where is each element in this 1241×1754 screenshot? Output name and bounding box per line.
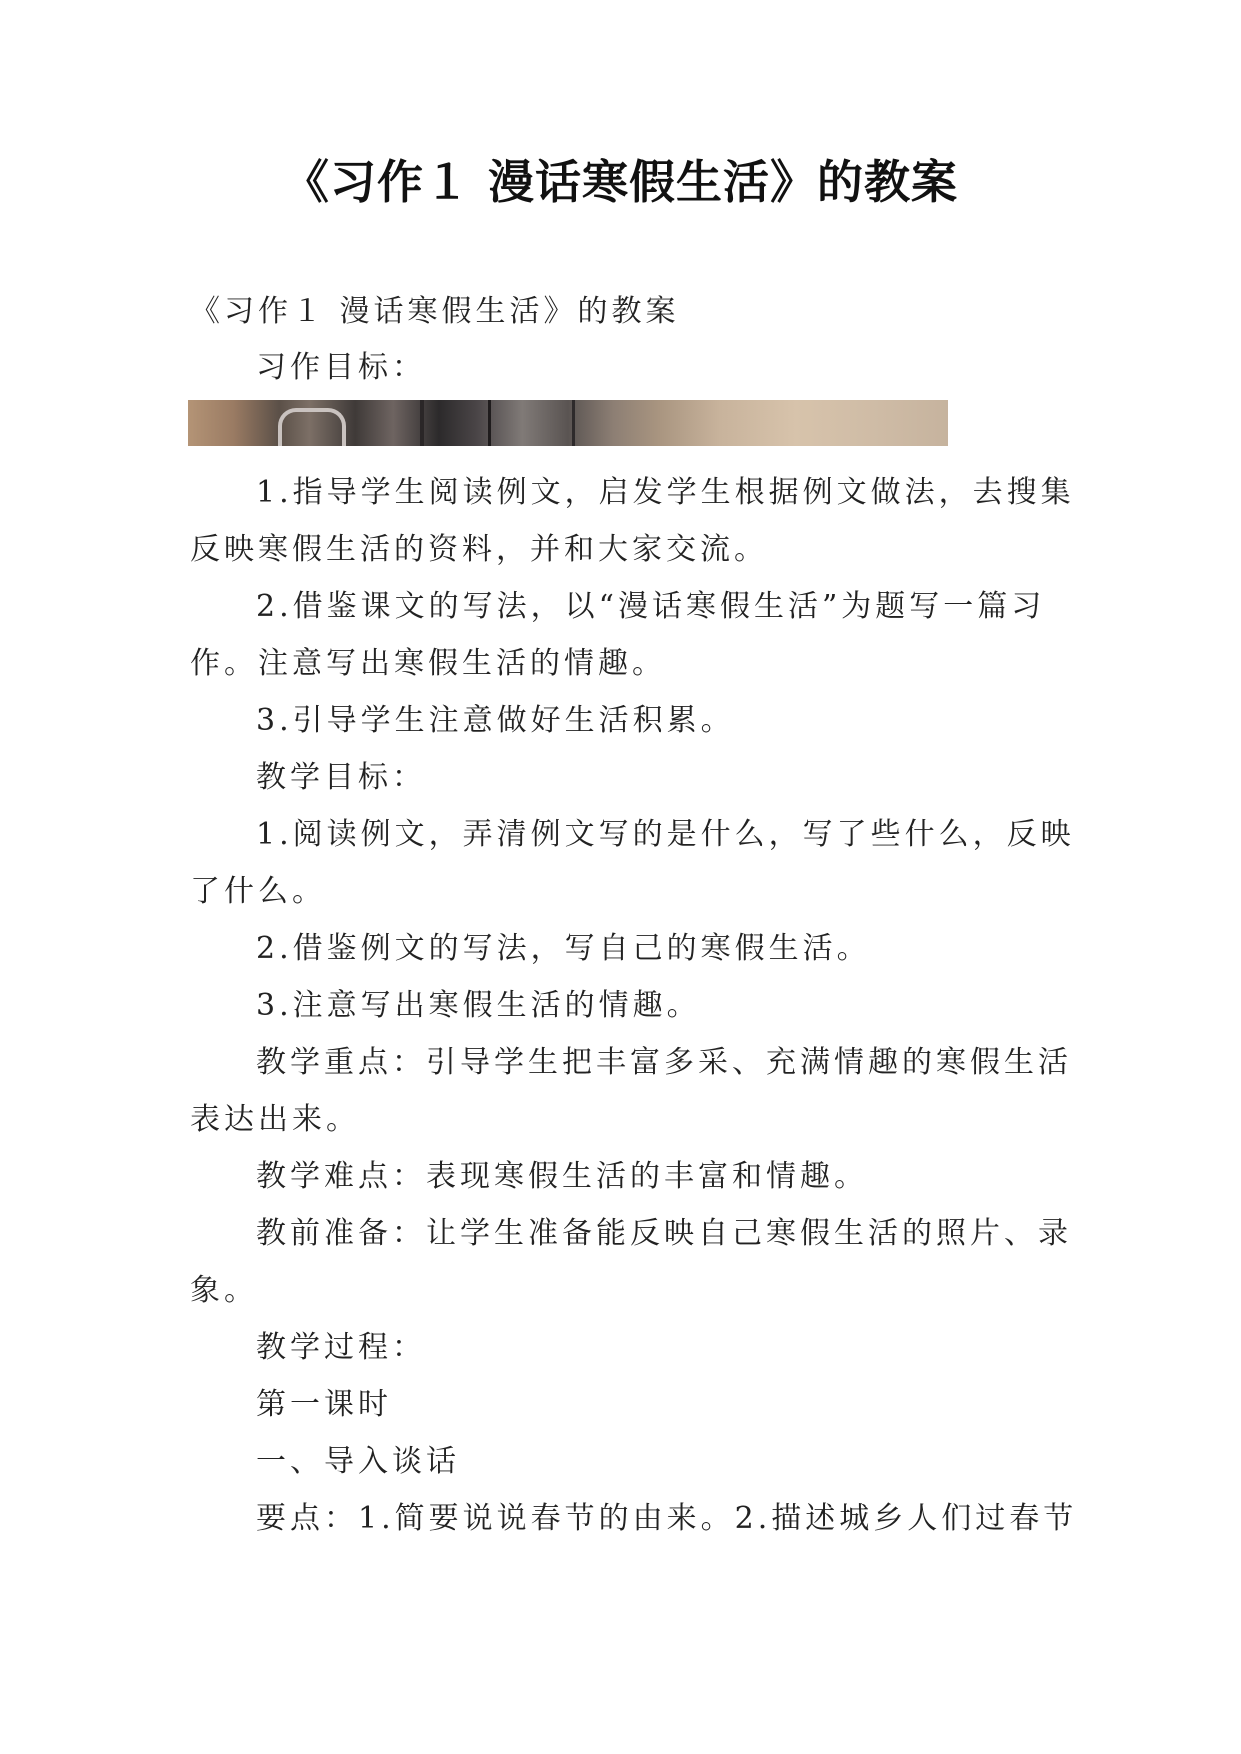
embedded-photo [188,400,948,446]
photo-detail [278,408,346,446]
paragraph-line: 反映寒假生活的资料，并和大家交流。 [190,532,768,567]
paragraph-line: 教学难点：表现寒假生活的丰富和情趣。 [256,1159,868,1194]
paragraph-line: 1.指导学生阅读例文，启发学生根据例文做法，去搜集 [256,475,1075,510]
paragraph-line: 要点：1.简要说说春节的由来。2.描述城乡人们过春节 [256,1501,1078,1536]
section-heading-teaching-goals: 教学目标： [256,760,426,795]
paragraph-line: 象。 [190,1273,258,1308]
photo-detail [420,400,424,446]
subtitle-line: 《习作１ 漫话寒假生活》的教案 [190,294,680,329]
section-heading-first-lesson: 第一课时 [256,1387,392,1422]
section-heading-process: 教学过程： [256,1330,426,1365]
paragraph-line: 作。注意写出寒假生活的情趣。 [190,646,666,681]
paragraph-line: 了什么。 [190,874,326,909]
paragraph-line: 教学重点：引导学生把丰富多采、充满情趣的寒假生活 [256,1045,1072,1080]
paragraph-line: 2.借鉴例文的写法，写自己的寒假生活。 [256,931,871,966]
paragraph-line: 3.注意写出寒假生活的情趣。 [256,988,701,1023]
document-title: 《习作１ 漫话寒假生活》的教案 [282,155,958,209]
section-heading-writing-goals: 习作目标： [256,350,426,385]
paragraph-line: 表达出来。 [190,1102,360,1137]
paragraph-line: 1.阅读例文，弄清例文写的是什么，写了些什么，反映 [256,817,1075,852]
photo-detail [488,400,491,446]
photo-detail [572,400,575,446]
paragraph-line: 3.引导学生注意做好生活积累。 [256,703,735,738]
paragraph-line: 2.借鉴课文的写法，以“漫话寒假生活”为题写一篇习 [256,589,1046,624]
section-heading-introduction: 一、导入谈话 [256,1444,460,1479]
paragraph-line: 教前准备：让学生准备能反映自己寒假生活的照片、录 [256,1216,1072,1251]
